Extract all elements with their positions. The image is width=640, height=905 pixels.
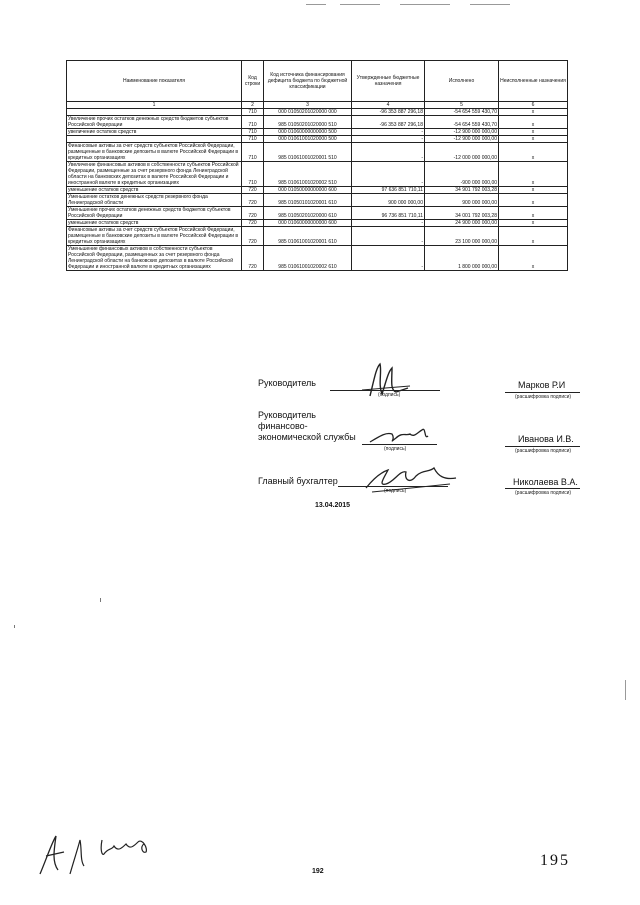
head-sign-line (330, 390, 440, 391)
row-executed: 1 800 000 000,00 (425, 246, 499, 271)
row-code: 710 (242, 129, 264, 136)
row-approved: - (352, 136, 425, 143)
row-executed: -12 900 000 000,00 (425, 129, 499, 136)
row-code: 720 (242, 187, 264, 194)
chief-decode-caption: (расшифровка подписи) (515, 490, 572, 496)
table-row (67, 109, 568, 116)
row-unexecuted: x (499, 194, 568, 207)
table-row (67, 116, 568, 129)
table-body (67, 109, 568, 271)
row-source: 000 01061001020000 500 (264, 136, 352, 143)
row-unexecuted: x (499, 129, 568, 136)
row-source: 985 01061001020001 610 (264, 227, 352, 246)
row-unexecuted: x (499, 162, 568, 187)
report-date: 13.04.2015 (315, 502, 351, 509)
row-source: 985 01061001020002 610 (264, 246, 352, 271)
top-mark (306, 4, 326, 5)
scan-mark (625, 680, 626, 700)
col-number: 4 (352, 102, 425, 109)
row-approved: - (352, 143, 425, 162)
table-row (67, 129, 568, 136)
fin-title-2: финансово- (258, 421, 308, 431)
col-header-code: Код строки (242, 61, 264, 102)
row-unexecuted: x (499, 220, 568, 227)
sources-financing-table (66, 60, 568, 271)
row-unexecuted: x (499, 116, 568, 129)
row-code: 710 (242, 116, 264, 129)
head-name: Марков Р.И (518, 380, 566, 390)
table-row (67, 162, 568, 187)
row-name: Уменьшение прочих остатков денежных средств бюджетов субъектов Российской Федерации (67, 207, 242, 220)
row-name (67, 136, 242, 143)
row-unexecuted: x (499, 143, 568, 162)
row-approved: - (352, 220, 425, 227)
row-code: 710 (242, 136, 264, 143)
scan-mark (100, 598, 101, 602)
row-unexecuted: x (499, 246, 568, 271)
row-code: 720 (242, 227, 264, 246)
row-approved: 96 736 851 710,11 (352, 207, 425, 220)
page-number: 192 (312, 868, 324, 875)
top-mark (470, 4, 510, 5)
row-approved: - (352, 246, 425, 271)
row-executed: 23 100 000 000,00 (425, 227, 499, 246)
row-source: 985 01050201020000 610 (264, 207, 352, 220)
column-number-row (67, 102, 568, 109)
row-name: уменьшение остатков средств (67, 220, 242, 227)
top-mark (400, 4, 450, 5)
head-decode-caption: (расшифровка подписи) (515, 394, 572, 400)
row-code: 720 (242, 207, 264, 220)
row-code: 710 (242, 143, 264, 162)
col-header-executed: Исполнено (425, 61, 499, 102)
row-source: 000 01050201020000 000 (264, 109, 352, 116)
col-header-unexecuted: Неисполненные назначения (499, 61, 568, 102)
row-source: 000 01050000000000 600 (264, 187, 352, 194)
row-code: 710 (242, 162, 264, 187)
row-source: 985 01050201020000 510 (264, 116, 352, 129)
row-unexecuted: x (499, 227, 568, 246)
chief-name: Николаева В.А. (513, 477, 578, 487)
chief-signature-icon (360, 462, 460, 496)
row-approved: - (352, 129, 425, 136)
fin-title-3: экономической службы (258, 432, 356, 442)
head-decode-line (505, 392, 580, 393)
chief-title: Главный бухгалтер (258, 476, 338, 486)
table-row (67, 194, 568, 207)
row-code: 720 (242, 246, 264, 271)
row-approved: 97 636 851 710,11 (352, 187, 425, 194)
row-approved: - (352, 162, 425, 187)
chief-sign-line (338, 486, 448, 487)
stamp-number: 195 (540, 852, 570, 869)
col-number: 5 (425, 102, 499, 109)
col-number: 1 (67, 102, 242, 109)
row-name: Уменьшение остатков денежных средств резервного фонда Ленинградской области (67, 194, 242, 207)
row-executed: 34 901 792 003,28 (425, 187, 499, 194)
row-name: Увеличение финансовых активов в собственности субъектов Российской Федерации, размещенные за счет резервного фонда Ленинградской области на банковских депозитах в валюте Российской Федерации и иностранной валюте в кредитных организациях (67, 162, 242, 187)
col-header-source: Код источника финансирования дефицита бюджета по бюджетной классификации (264, 61, 352, 102)
row-name (67, 109, 242, 116)
row-source: 985 01050101020001 610 (264, 194, 352, 207)
row-unexecuted: x (499, 109, 568, 116)
col-number: 2 (242, 102, 264, 109)
col-number: 3 (264, 102, 352, 109)
row-code: 720 (242, 194, 264, 207)
head-title: Руководитель (258, 378, 316, 388)
table-row (67, 207, 568, 220)
fin-title-1: Руководитель (258, 410, 316, 420)
fin-sign-caption: (подпись) (384, 446, 407, 452)
handwritten-initials-icon (30, 830, 160, 880)
row-code: 710 (242, 109, 264, 116)
row-approved: -96 353 887 296,18 (352, 116, 425, 129)
row-executed: -54 654 559 430,70 (425, 109, 499, 116)
row-name: Уменьшение финансовых активов в собственности субъектов Российской Федерации, размещенных за счет резервного фонда Ленинградской области на банковских депозитах в валюте Российской Федерации и иностранной валюте в кредитных организациях (67, 246, 242, 271)
chief-sign-caption: (подпись) (384, 488, 407, 494)
table-row (67, 227, 568, 246)
table-row (67, 246, 568, 271)
row-name: Финансовые активы за счет средств субъектов Российской Федерации, размещенные в банковские депозиты в валюте Российской Федерации в кредитных организациях (67, 227, 242, 246)
row-unexecuted: x (499, 207, 568, 220)
row-source: 985 01061001020001 510 (264, 143, 352, 162)
row-approved: - (352, 227, 425, 246)
row-executed: -54 654 559 430,70 (425, 116, 499, 129)
row-executed: 900 000 000,00 (425, 194, 499, 207)
col-number: 6 (499, 102, 568, 109)
row-source: 000 01060000000000 600 (264, 220, 352, 227)
fin-decode-caption: (расшифровка подписи) (515, 448, 572, 454)
chief-decode-line (505, 488, 580, 489)
row-approved: 900 000 000,00 (352, 194, 425, 207)
row-source: 985 01061001020002 510 (264, 162, 352, 187)
row-executed: 34 001 792 003,28 (425, 207, 499, 220)
scan-mark (14, 625, 15, 628)
row-name: уменьшение остатков средств (67, 187, 242, 194)
row-approved: -96 353 887 296,18 (352, 109, 425, 116)
fin-sign-line (362, 444, 437, 445)
row-unexecuted: x (499, 136, 568, 143)
row-name: Финансовые активы за счет средств субъектов Российской Федерации, размещенные в банковские депозиты в валюте Российской Федерации в кредитных организациях (67, 143, 242, 162)
table-row (67, 187, 568, 194)
fin-decode-line (505, 446, 580, 447)
row-executed: -12 000 000 000,00 (425, 143, 499, 162)
row-executed: 24 900 000 000,00 (425, 220, 499, 227)
row-unexecuted: x (499, 187, 568, 194)
col-header-name: Наименование показателя (67, 61, 242, 102)
table-header-row (67, 61, 568, 102)
table-row (67, 136, 568, 143)
top-mark (340, 4, 380, 5)
row-source: 000 01060000000000 500 (264, 129, 352, 136)
row-code: 720 (242, 220, 264, 227)
fin-name: Иванова И.В. (518, 434, 574, 444)
table-row (67, 220, 568, 227)
col-header-approved: Утвержденные бюджетные назначения (352, 61, 425, 102)
head-sign-caption: (подпись) (378, 392, 401, 398)
table-row (67, 143, 568, 162)
row-name: Увеличение прочих остатков денежных средств бюджетов субъектов Российской Федерации (67, 116, 242, 129)
row-executed: -12 900 000 000,00 (425, 136, 499, 143)
row-executed: -900 000 000,00 (425, 162, 499, 187)
row-name: увеличение остатков средств (67, 129, 242, 136)
